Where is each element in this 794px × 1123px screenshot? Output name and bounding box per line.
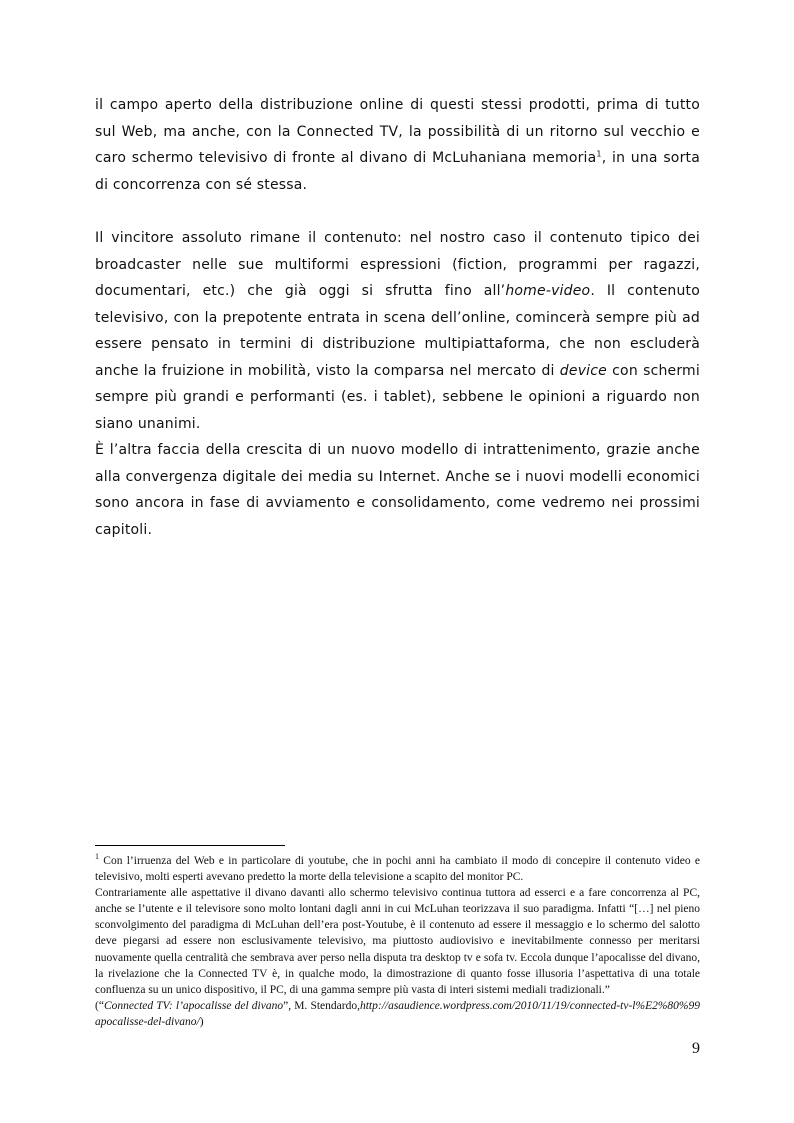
- footnote-block: [95, 853, 700, 1030]
- paragraph-text: il campo aperto della distribuzione online di questi stessi prodotti, prima di tutto sul Web, ma anche, con la Connected TV, la possibilità di un ritorno sul vecchio e caro schermo televisivo di fronte al divano di McLuhaniana memoria: [95, 97, 700, 166]
- footnote-reference[interactable]: 1: [596, 149, 602, 159]
- paragraph-text: . Il contenuto televisivo, con la prepotente entrata in scena dell’online, comincerà sempre più ad essere pensato in termini di distribuzione multipiattaforma, che non escluderà anche la fruizione in mobilità, visto la comparsa nel mercato di: [95, 283, 700, 379]
- footnote-number: 1: [95, 852, 99, 862]
- page-number: 9: [692, 1040, 700, 1057]
- body-paragraph-1: [95, 92, 700, 198]
- footnote-text: Contrariamente alle aspettative il divano davanti allo schermo televisivo continua tuttora ad esserci e a fare concorrenza al PC, anche se l’utente e il televisore sono molto lontani dagli anni in cui McLuhan teorizzava il suo paradigma. Infatti “[…] nel pieno sconvolgimento del paradigma di McLuhan dell’era post-Youtube, è il contenuto ad essere il messaggio e lo schermo del salotto deve piegarsi ad essere non esclusivamente televisivo, ma piuttosto audiovisivo e inevitabilmente connesso per meritarsi nuovamente quella centralità che sembrava aver perso nella disputa tra desktop tv e sofa tv. Eccola dunque l’apocalisse del divano, la rivelazione che la Connected TV è, in qualche modo, la dimostrazione di quanto fosse illusoria l’aspettativa di una totale confluenza su un unico dispositivo, il PC, di una gamma sempre più vasta di interi sistemi mediali tradizionali.”: [95, 887, 700, 996]
- paragraph-text: È l’altra faccia della crescita di un nuovo modello di intrattenimento, grazie anche alla convergenza digitale dei media su Internet. Anche se i nuovi modelli economici sono ancora in fase di avviamento e consolidamento, come vedremo nei prossimi capitoli.: [95, 442, 700, 538]
- body-paragraph-3: [95, 437, 700, 543]
- citation-close: ): [199, 1015, 204, 1028]
- italic-term: home-video: [505, 283, 591, 299]
- paragraph-text: , in una sorta di concorrenza con sé stessa.: [95, 150, 700, 193]
- citation-title: Connected TV: l’apocalisse del divano: [103, 999, 284, 1012]
- paragraph-text: con schermi sempre più grandi e performanti (es. i tablet), sebbene le opinioni a riguardo non siano unanimi.: [95, 362, 700, 432]
- footnote-separator: [95, 845, 285, 846]
- footnote-text: Con l’irruenza del Web e in particolare di youtube, che in pochi anni ha cambiato il modo di concepire il contenuto video e televisivo, molti esperti avevano predetto la morte della televisione a scapito del monitor PC.: [95, 855, 700, 884]
- citation-open: (“: [95, 999, 104, 1012]
- paragraph-text: Il vincitore assoluto rimane il contenuto: nel nostro caso il contenuto tipico dei broadcaster nelle sue multiformi espressioni (fiction, programmi per ragazzi, documentari, etc.) che già oggi si sfrutta fino all’: [95, 230, 700, 299]
- italic-term: device: [559, 362, 607, 379]
- citation-link[interactable]: http://asaudience.wordpress.com/2010/11/19/connected-tv-l%E2%80%99apocalisse-del-divano/: [95, 999, 700, 1028]
- citation-author: ”, M. Stendardo,: [283, 999, 360, 1012]
- body-paragraph-2: [95, 225, 700, 437]
